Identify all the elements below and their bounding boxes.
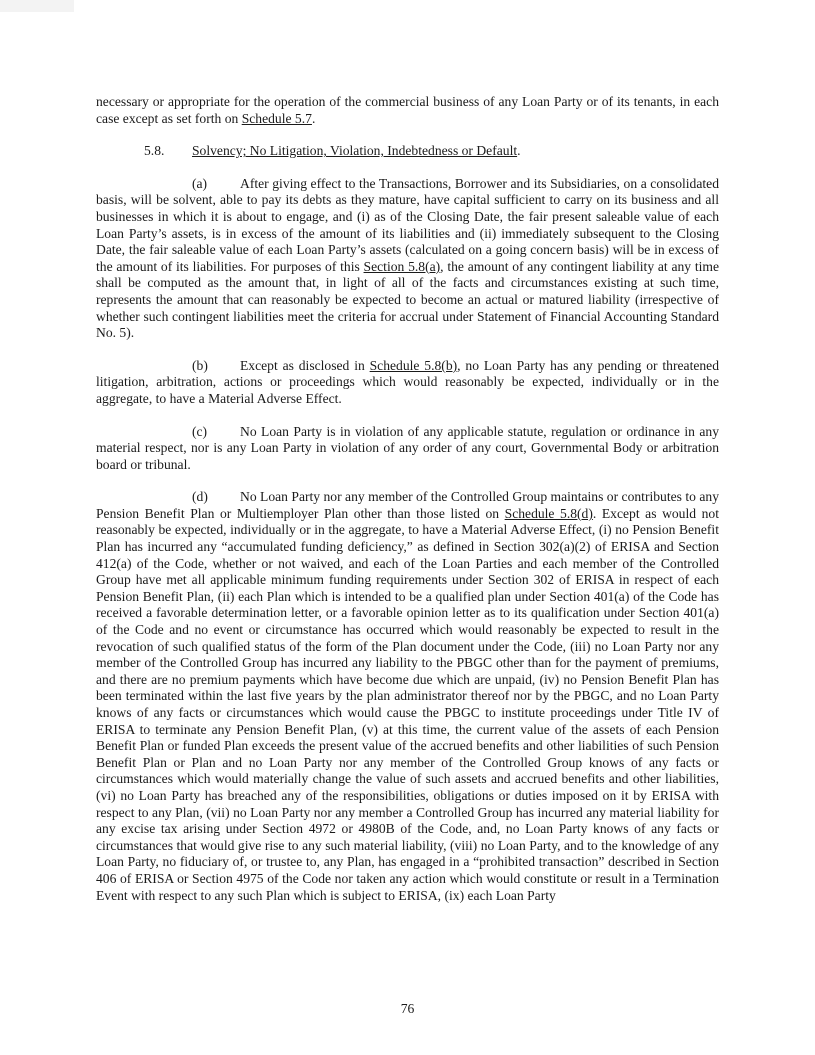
paragraph-a-text: After giving effect to the Transactions, Borrower and its Subsidiaries, on a consolidated basis, will be solvent, able to pay its debts as they mature, have capital sufficient to carry on its business and all businesses in which it is about to engage, and (i) as of the Closing Date, the fair present saleable value of each Loan Party’s assets, is in excess of the amount of its liabilities and (ii) immediately subsequent to the Closing Date, the fair saleable value of each Loan Party’s assets (calculated on a going concern basis) will be in excess of the amount of its liabilities. For purposes of this (96, 175, 719, 274)
paragraph-b-text-cont: , no Loan Party has any pending or threatened litigation, arbitration, actions or proceedings which would reasonably be expected, individually or in the aggregate, to have a Material Adverse Effect. (96, 357, 720, 406)
paragraph-a-label: (a) (192, 175, 208, 191)
schedule-5-8d-link: Schedule 5.8(d) (504, 505, 593, 521)
paragraph-a-text-cont: , the amount of any contingent liability at any time shall be computed as the amount that, in light of all of the facts and circumstances existing at such time, represents the amount that can reasonably be expected to become an actual or matured liability (irrespective of whether such contingent liabilities meet the criteria for accrual under Statement of Financial Accounting Standard No. 5). (96, 258, 719, 341)
section-title-period: . (517, 143, 521, 159)
schedule-5-7-link: Schedule 5.7 (241, 110, 312, 126)
paragraph-b-label: (b) (192, 357, 208, 373)
section-number: 5.8. (144, 143, 165, 159)
paragraph-a (96, 176, 719, 342)
document-page (96, 94, 719, 904)
paragraph-b (96, 358, 719, 408)
paragraph-c-text: No Loan Party is in violation of any applicable statute, regulation or ordinance in any material respect, nor is any Loan Party in violation of any order of any court, Governmental Body or arbitration board or tribunal. (96, 423, 719, 472)
intro-paragraph (96, 94, 719, 127)
paragraph-c (96, 424, 719, 474)
scan-corner-mark (0, 0, 74, 12)
page-number: 76 (400, 1001, 415, 1016)
paragraph-d (96, 489, 719, 904)
section-title: Solvency; No Litigation, Violation, Indebtedness or Default (192, 143, 518, 159)
section-5-8a-link: Section 5.8(a) (363, 258, 441, 274)
paragraph-c-label: (c) (192, 423, 208, 439)
section-heading (96, 143, 719, 160)
intro-text: necessary or appropriate for the operation of the commercial business of any Loan Party or of its tenants, in each case except as set forth on (96, 94, 719, 126)
schedule-5-8b-link: Schedule 5.8(b) (369, 357, 458, 373)
paragraph-b-text: Except as disclosed in (240, 357, 370, 373)
paragraph-d-text-cont: . Except as would not reasonably be expected, individually or in the aggregate, to have a Material Adverse Effect, (i) no Pension Benefit Plan has incurred any “accumulated funding deficiency,” as defined in Section 302(a)(2) of ERISA and Section 412(a) of the Code, whether or not waived, and each of the Loan Parties and each member of the Controlled Group have met all applicable minimum funding requirements under Section 302 of ERISA in respect of each Pension Benefit Plan, (ii) each Plan which is intended to be a qualified plan under Section 401(a) of the Code has received a favorable determination letter, or a favorable opinion letter as to its qualification under Section 401(a) of the Code and no event or circumstance has occurred which would reasonably be expected to result in the revocation of such qualified status of the form of the Plan document under the Code, (iii) no Loan Party nor any member of the Controlled Group has incurred any liability to the PBGC other than for the payment of premiums, and there are no premium payments which have become due which are unpaid, (iv) no Pension Benefit Plan has been terminated within the last five years by the plan administrator thereof nor by the PBGC, and no Loan Party knows of any facts or circumstances which would cause the PBGC to institute proceedings under Title IV of ERISA to terminate any Pension Benefit Plan, (v) at this time, the current value of the assets of each Pension Benefit Plan or funded Plan exceeds the present value of the accrued benefits and other liabilities of such Pension Benefit Plan or Plan and no Loan Party nor any member of the Controlled Group knows of any facts or circumstances which would materially change the value of such assets and accrued benefits and other liabilities, (vi) no Loan Party has breached any of the responsibilities, obligations or duties imposed on it by ERISA with respect to any Plan, (vii) no Loan Party nor any member a Controlled Group has incurred any material liability for any excise tax arising under Section 4972 or 4980B of the Code, and, no Loan Party knows of any facts or circumstances that would give rise to any such material liability, (viii) no Loan Party, and to the knowledge of any Loan Party, no fiduciary of, or trustee to, any Plan, has engaged in a “prohibited transaction” described in Section 406 of ERISA or Section 4975 of the Code nor taken any action which would constitute or result in a Termination Event with respect to any such Plan which is subject to ERISA, (ix) each Loan Party (96, 505, 719, 903)
intro-text-end: . (311, 110, 316, 126)
paragraph-d-label: (d) (192, 489, 208, 505)
paragraph-d-text: No Loan Party nor any member of the Controlled Group maintains or contributes to any Pension Benefit Plan or Multiemployer Plan other than those listed on (96, 489, 719, 521)
